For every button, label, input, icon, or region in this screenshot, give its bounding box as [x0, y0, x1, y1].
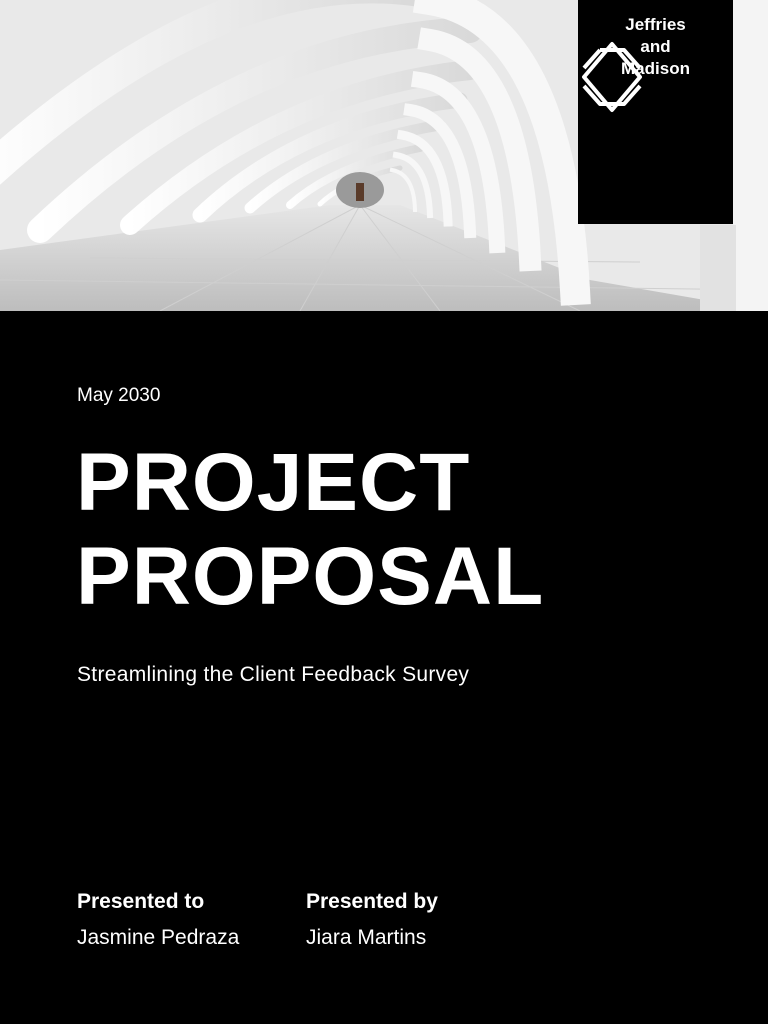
presented-to-name: Jasmine Pedraza	[77, 926, 240, 949]
presented-to-label: Presented to	[77, 890, 205, 913]
brand-name-line: and	[640, 37, 671, 56]
brand-name-line: Madison	[621, 59, 690, 78]
brand-block	[578, 0, 733, 224]
presented-by-block	[306, 889, 438, 951]
title-line: PROPOSAL	[76, 531, 545, 622]
hero-image	[0, 0, 768, 311]
brand-name-line: Jeffries	[625, 15, 686, 34]
document-subtitle: Streamlining the Client Feedback Survey	[77, 663, 470, 686]
interlocking-diamond-logo-icon	[578, 40, 646, 114]
document-date: May 2030	[77, 385, 161, 406]
presented-to-block	[77, 889, 239, 951]
title-line: PROJECT	[76, 437, 471, 528]
document-title	[76, 436, 544, 624]
presented-by-name: Jiara Martins	[306, 926, 427, 949]
presented-by-label: Presented by	[306, 890, 438, 913]
